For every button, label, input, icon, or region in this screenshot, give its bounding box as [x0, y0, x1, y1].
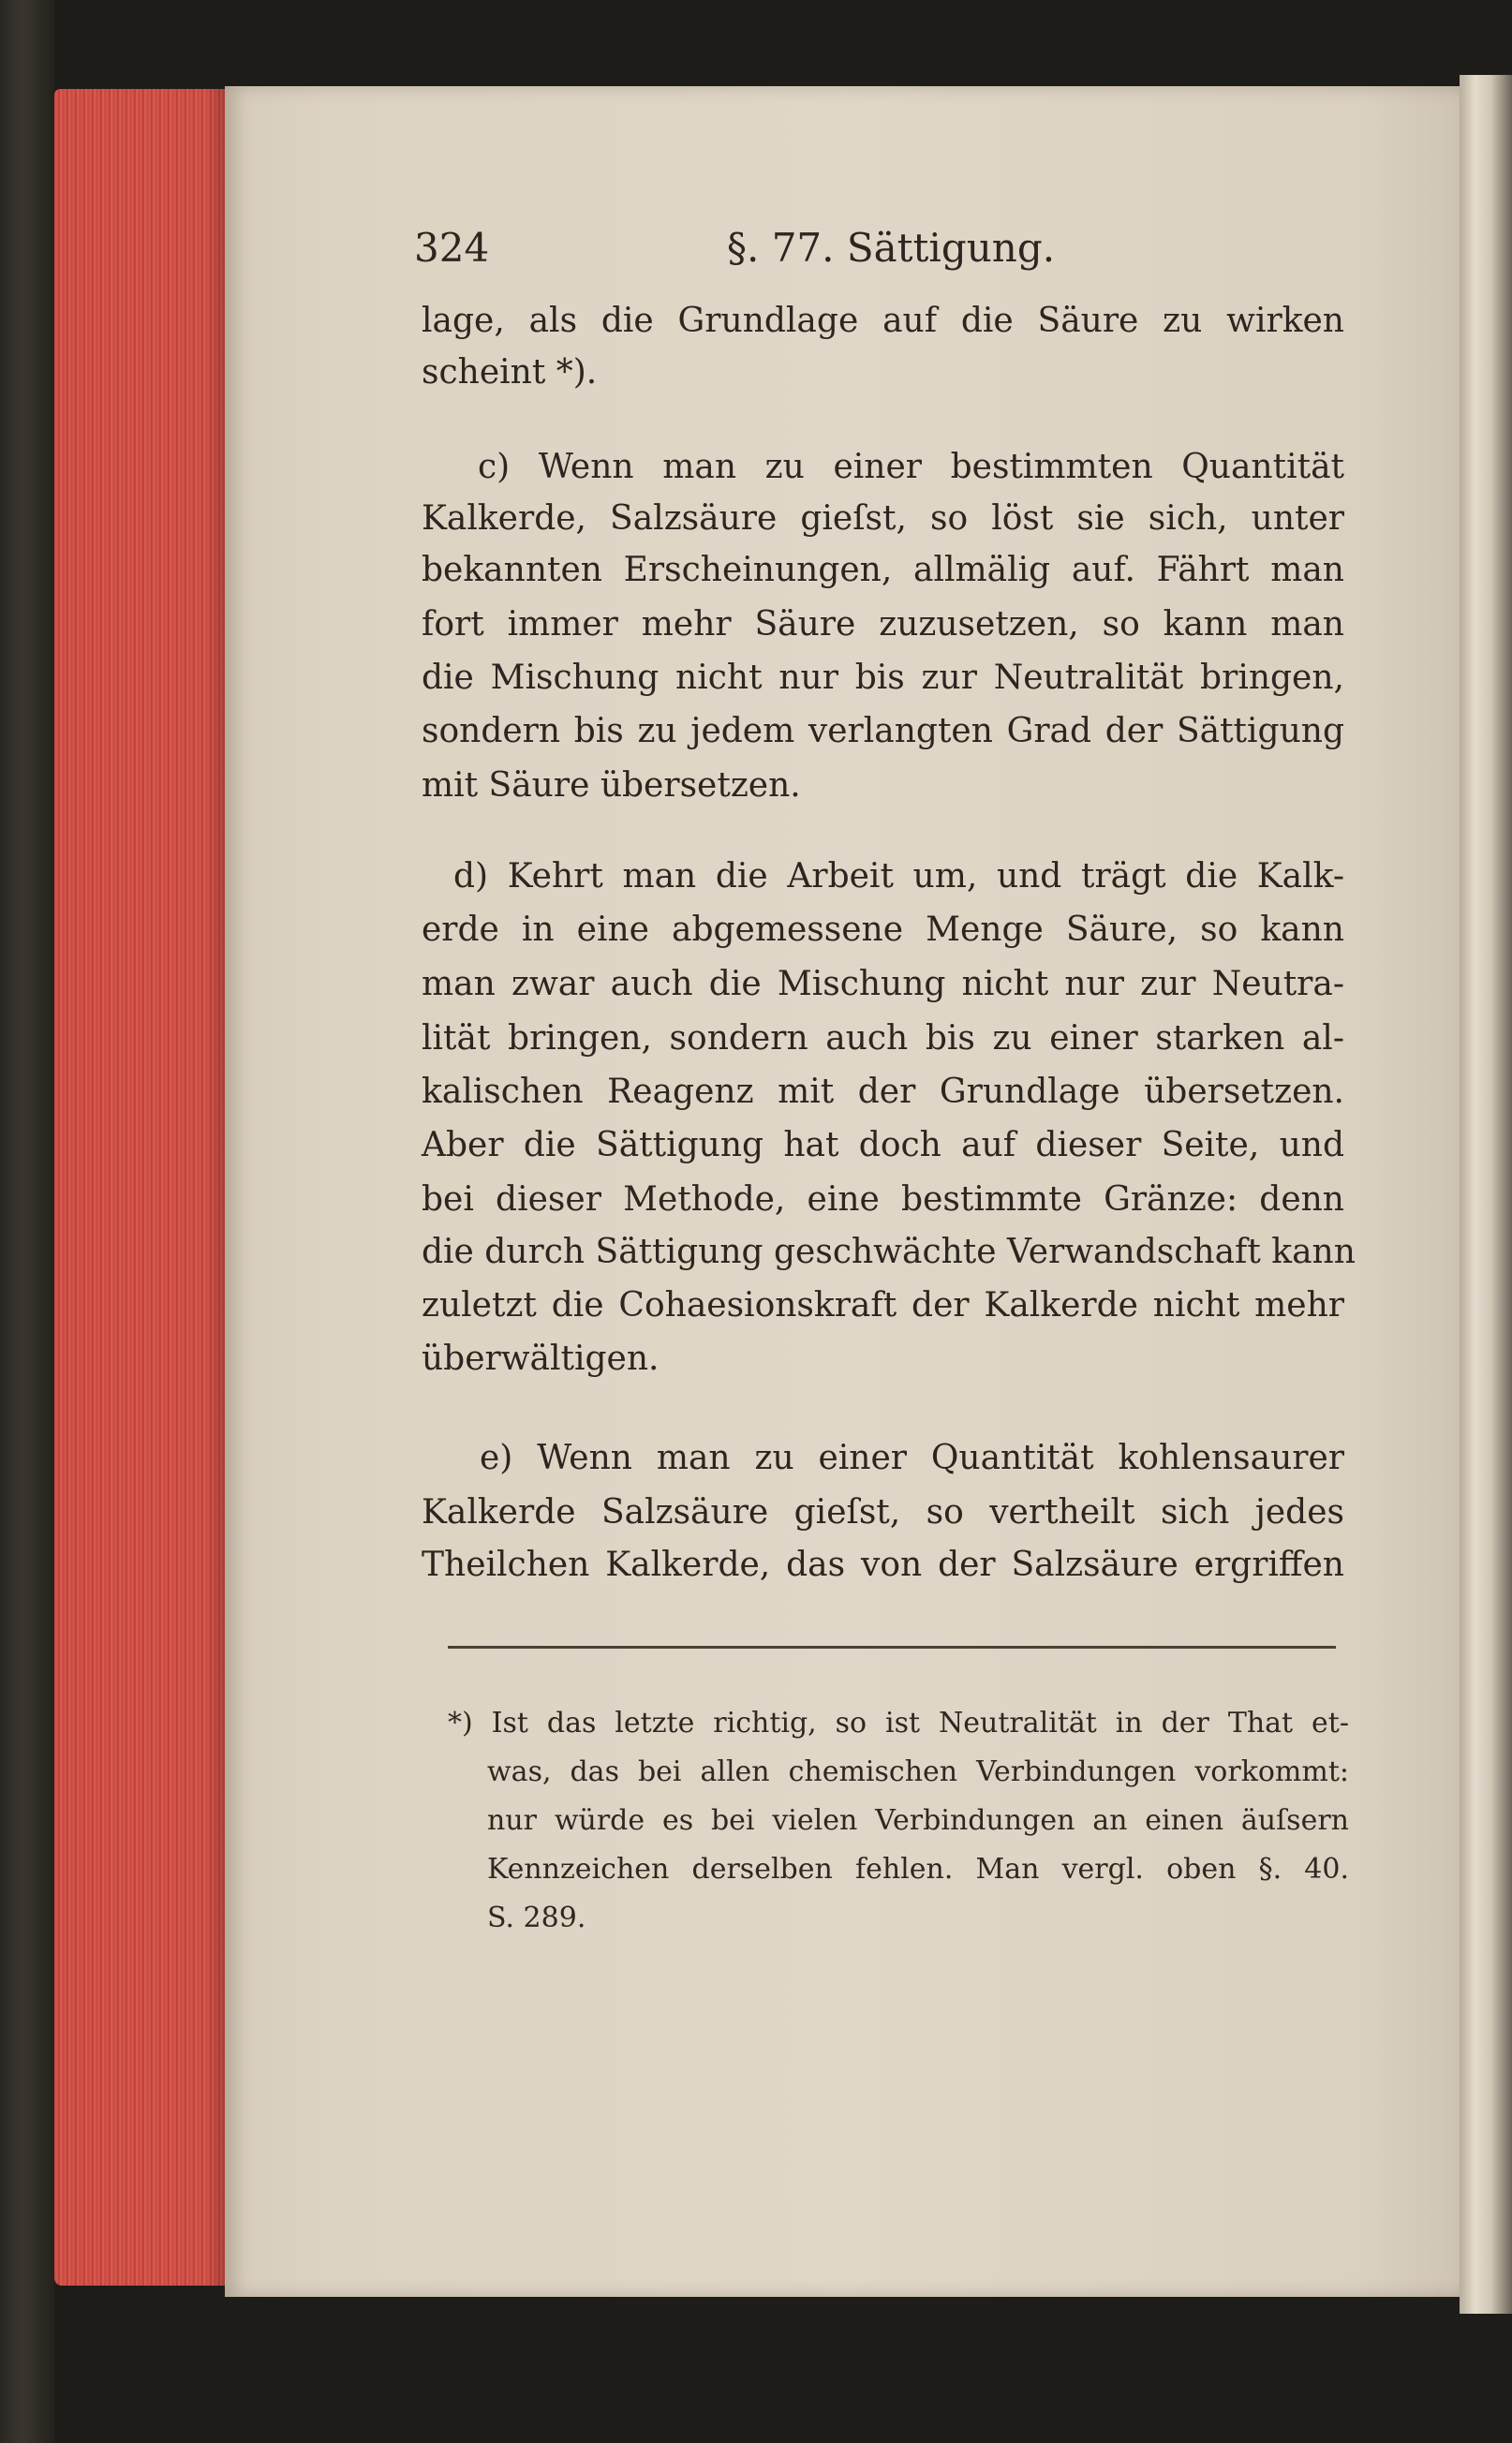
- body-line: zuletzt die Cohaesionskraft der Kalkerde nicht mehr: [422, 1286, 1344, 1325]
- body-line: Theilchen Kalkerde, das von der Salzsäure ergriffen: [422, 1546, 1344, 1584]
- footnote-line: nur würde es bei vielen Verbindungen an einen äuſsern: [487, 1804, 1349, 1837]
- red-page-edges: [54, 89, 232, 2286]
- body-line: die Mischung nicht nur bis zur Neutralität bringen,: [422, 659, 1344, 697]
- footnote-line: *) Ist das letzte richtig, so ist Neutralität in der That et-: [448, 1707, 1349, 1740]
- body-line: e) Wenn man zu einer Quantität kohlensaurer: [480, 1439, 1344, 1477]
- body-line: Aber die Sättigung hat doch auf dieser Seite, und: [422, 1126, 1344, 1164]
- body-line: scheint *).: [422, 353, 598, 392]
- body-line: fort immer mehr Säure zuzusetzen, so kann man: [422, 605, 1344, 644]
- body-line: mit Säure übersetzen.: [422, 766, 801, 805]
- footnote-line: S. 289.: [487, 1902, 586, 1934]
- body-line: Kalkerde, Salzsäure gieſst, so löst sie sich, unter: [422, 499, 1344, 538]
- body-line: bei dieser Methode, eine bestimmte Gränze: denn: [422, 1180, 1344, 1219]
- body-line: Kalkerde Salzsäure gieſst, so vertheilt sich jedes: [422, 1493, 1344, 1532]
- body-line: lage, als die Grundlage auf die Säure zu wirken: [422, 302, 1344, 340]
- page-number: 324: [414, 225, 490, 271]
- book-cover: [0, 0, 54, 2443]
- body-line: kalischen Reagenz mit der Grundlage übersetzen.: [422, 1073, 1344, 1111]
- body-line: erde in eine abgemessene Menge Säure, so kann: [422, 911, 1344, 949]
- body-line: d) Kehrt man die Arbeit um, und trägt die Kalk-: [453, 857, 1344, 896]
- body-line: sondern bis zu jedem verlangten Grad der Sättigung: [422, 712, 1344, 750]
- footnote-rule: [448, 1646, 1336, 1649]
- section-heading: §. 77. Sättigung.: [727, 225, 1056, 271]
- footnote-line: Kennzeichen derselben fehlen. Man vergl. oben §. 40.: [487, 1853, 1349, 1886]
- body-line: lität bringen, sondern auch bis zu einer starken al-: [422, 1019, 1344, 1058]
- footnote-line: was, das bei allen chemischen Verbindungen vorkommt:: [487, 1755, 1349, 1788]
- body-line: überwältigen.: [422, 1340, 660, 1378]
- page-right-edge: [1460, 75, 1512, 2314]
- body-line: die durch Sättigung geschwächte Verwandschaft kann: [422, 1233, 1356, 1271]
- body-line: c) Wenn man zu einer bestimmten Quantität: [478, 448, 1344, 486]
- body-line: bekannten Erscheinungen, allmälig auf. Fährt man: [422, 551, 1344, 589]
- body-line: man zwar auch die Mischung nicht nur zur Neutra-: [422, 965, 1344, 1003]
